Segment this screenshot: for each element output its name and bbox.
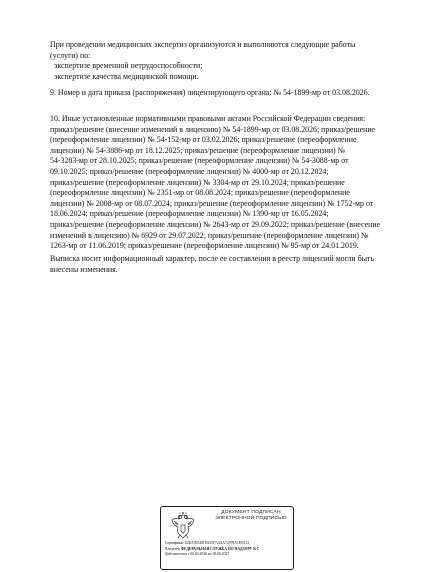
disclaimer-note (50, 254, 390, 275)
section-10-line: лицензии) № 54-3886-мр от 18.12.2025; приказ/решение (переоформление лицензии) № (50, 145, 346, 155)
stamp-title-line: ЭЛЕКТРОННОЙ ПОДПИСЬЮ (215, 516, 287, 521)
section-10-line: приказ/решение (переоформление лицензии) № 3304-мр от 29.10.2024; приказ/решение (50, 177, 345, 187)
section-10-line: 10. Иные установленные нормативными правовыми актами Российской Федерации сведения: (50, 114, 366, 123)
section-9 (50, 88, 390, 99)
section-10-line: 54-3283-мр от 28.10.2025; приказ/решение (переоформление лицензии) № 54-3088-мр от (50, 156, 349, 166)
section-9-text: 9. Номер и дата приказа (распоряжения) лицензирующего органа: № 54-1899-мр от 03.08.2026. (50, 88, 370, 97)
intro-line: (услуги) по: (50, 50, 91, 60)
intro-item: экспертизе временной нетрудоспособности; (54, 61, 203, 71)
section-10-line: изменений в лицензию) № 6929 от 29.07.2022; приказ/решение (переоформление лицензии) № (50, 230, 369, 240)
stamp-details (165, 541, 291, 558)
section-10-line: 18.06.2024; приказ/решение (переоформление лицензии) № 1390-мр от 16.05.2024; (50, 209, 329, 219)
section-10-line: приказ/решение (внесение изменений в лицензию) № 54-1899-мр от 03.08.2026; приказ/решение (50, 124, 376, 134)
certificate-label: Сертификат (165, 541, 184, 545)
section-10-line: (переоформление лицензии) № 54-152-мр от 03.02.2026; приказ/решение (переоформление (50, 135, 357, 145)
section-10-line: приказ/решение (переоформление лицензии) № 2643-мр от 29.09.2022; приказ/решение (внесение (50, 219, 381, 229)
intro-line: При проведении медицинских экспертиз организуются и выполняются следующие работы (50, 40, 356, 49)
section-10-line: лицензии) № 2008-мр от 08.07.2024; приказ/решение (переоформление лицензии) № 1752-мр от (50, 198, 374, 208)
certificate-value: E2EA5954818A35F7222A72978A1E0A12 (184, 541, 250, 545)
coat-of-arms-icon (169, 511, 197, 541)
section-10-line: 09.10.2025; приказ/решение (переоформление лицензии) № 4000-мр от 20.12.2024; (50, 166, 329, 176)
validity-row: Действителен с 06.04.2026 по 30.06.2027 (165, 552, 230, 557)
note-line: Выписка носит информационный характер, после ее составления в реестр лицензий могли быть (50, 254, 374, 263)
section-10-line: 1263-мр от 11.06.2019; приказ/решение (переоформление лицензии) № 95-мр от 24.01.2019. (50, 241, 359, 251)
stamp-title (213, 510, 289, 522)
intro-paragraph (50, 40, 390, 82)
stamp-title-line: ДОКУМЕНТ ПОДПИСАН (221, 510, 281, 515)
note-line: внесены изменения. (50, 264, 118, 274)
owner-label: Владелец (165, 546, 180, 551)
electronic-signature-stamp (160, 506, 294, 570)
section-10 (50, 114, 390, 252)
owner-value: ФЕДЕРАЛЬНАЯ СЛУЖБА ПО НАДЗОРУ В С (180, 546, 260, 551)
intro-item: экспертизе качества медицинской помощи. (54, 71, 199, 81)
section-10-line: (переоформление лицензии) № 2351-мр от 08.08.2024; приказ/решение (переоформление (50, 188, 350, 198)
